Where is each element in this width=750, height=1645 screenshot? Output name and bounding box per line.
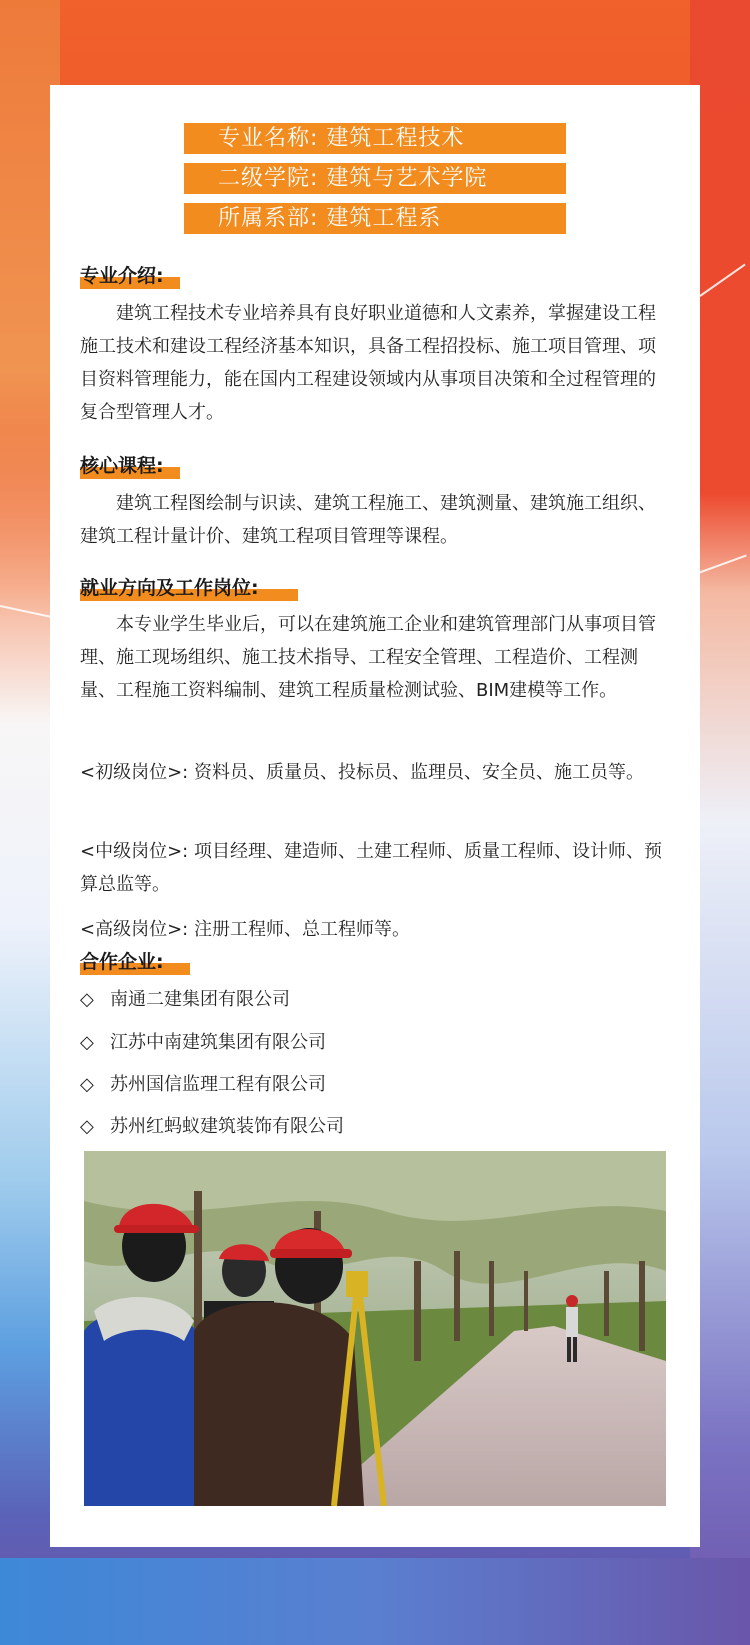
company-name: 南通二建集团有限公司	[110, 989, 290, 1010]
department-bar: 所属系部: 建筑工程系	[184, 203, 566, 234]
list-item	[80, 1112, 344, 1142]
careers-paragraph: 本专业学生毕业后，可以在建筑施工企业和建筑管理部门从事项目管理、施工现场组织、施工技术指导、工程安全管理、工程造价、工程测量、工程施工资料编制、建筑工程质量检测试验、BIM建模等工作。	[80, 614, 656, 701]
diamond-icon: ◇	[80, 1032, 94, 1053]
section-heading-courses	[80, 451, 164, 481]
intro-paragraph: 建筑工程技术专业培养具有良好职业道德和人文素养，掌握建设工程施工技术和建设工程经济基本知识，具备工程招投标、施工项目管理、项目资料管理能力，能在国内工程建设领域内从事项目决策和全过程管理的复合型管理人才。	[80, 303, 656, 423]
section-heading-text: 合作企业:	[80, 951, 164, 973]
content-card	[50, 85, 700, 1547]
section-heading-partners	[80, 947, 164, 977]
diamond-icon: ◇	[80, 989, 94, 1010]
junior-positions: <初级岗位>: 资料员、质量员、投标员、监理员、安全员、施工员等。	[80, 762, 644, 783]
background-bottom-band	[0, 1558, 750, 1645]
diamond-icon: ◇	[80, 1074, 94, 1095]
company-name: 苏州国信监理工程有限公司	[110, 1074, 326, 1095]
section-heading-text: 专业介绍:	[80, 265, 164, 287]
list-item	[80, 1070, 326, 1100]
courses-paragraph: 建筑工程图绘制与识读、建筑工程施工、建筑测量、建筑施工组织、建筑工程计量计价、建筑工程项目管理等课程。	[80, 493, 656, 547]
surveying-photo	[84, 1151, 666, 1506]
list-item	[80, 1028, 326, 1058]
section-heading-text: 就业方向及工作岗位:	[80, 577, 259, 599]
company-name: 江苏中南建筑集团有限公司	[110, 1032, 326, 1053]
list-item	[80, 985, 290, 1015]
senior-positions: <高级岗位>: 注册工程师、总工程师等。	[80, 919, 410, 940]
company-name: 苏州红蚂蚁建筑装饰有限公司	[110, 1116, 344, 1137]
diamond-icon: ◇	[80, 1116, 94, 1137]
section-heading-careers	[80, 573, 259, 603]
section-heading-text: 核心课程:	[80, 455, 164, 477]
section-heading-intro	[80, 261, 164, 291]
college-bar: 二级学院: 建筑与艺术学院	[184, 163, 566, 194]
major-name-bar: 专业名称: 建筑工程技术	[184, 123, 566, 154]
middle-positions: <中级岗位>: 项目经理、建造师、土建工程师、质量工程师、设计师、预算总监等。	[80, 841, 662, 895]
